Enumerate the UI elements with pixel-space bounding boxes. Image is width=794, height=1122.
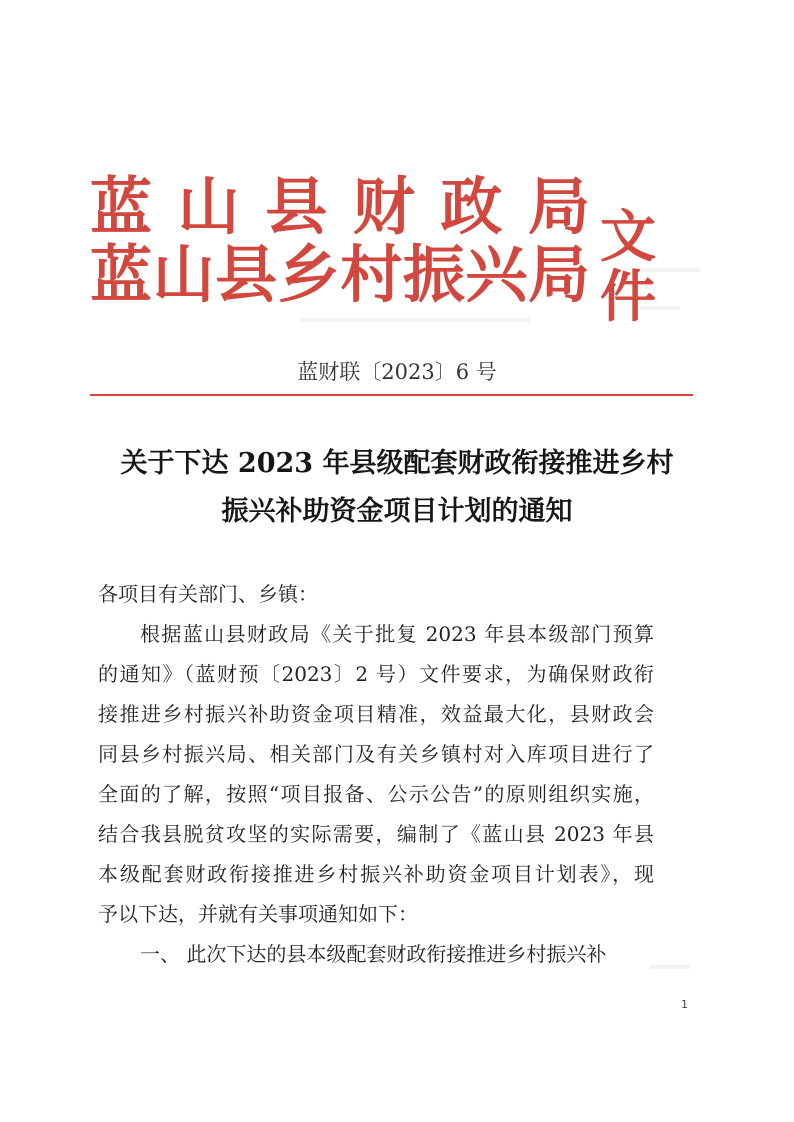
red-divider bbox=[90, 394, 693, 396]
salutation: 各项目有关部门、乡镇： bbox=[98, 582, 318, 606]
title-line-1: 关于下达 2023 年县级配套财政衔接推进乡村 bbox=[120, 448, 674, 479]
body-line: 同县乡村振兴局、相关部门及有关乡镇村对入库项目进行了 bbox=[98, 742, 654, 766]
body-line: 全面的了解，按照“项目报备、公示公告”的原则组织实施， bbox=[98, 782, 654, 806]
document-number: 蓝财联〔2023〕6 号 bbox=[297, 360, 497, 384]
scan-artifact bbox=[650, 965, 690, 969]
title-line-2: 振兴补助资金项目计划的通知 bbox=[221, 496, 573, 527]
document-title bbox=[0, 440, 794, 536]
org-name-rural-revitalization-bureau: 蓝 山 县 乡 村 振 兴 局 bbox=[90, 238, 590, 311]
org-name-finance-bureau: 蓝 山 县 财 政 局 bbox=[90, 170, 590, 243]
body-line: 的通知》（蓝财预〔2023〕2 号）文件要求，为确保财政衔 bbox=[98, 662, 654, 686]
body-line: 本级配套财政衔接推进乡村振兴补助资金项目计划表》，现 bbox=[98, 862, 654, 886]
body-line: 一、 此次下达的县本级配套财政衔接推进乡村振兴补 bbox=[140, 942, 607, 966]
body-line: 予以下达，并就有关事项通知如下： bbox=[98, 902, 418, 926]
page-number: 1 bbox=[681, 998, 688, 1011]
doc-type-label: 文件 bbox=[600, 205, 656, 330]
document-body bbox=[98, 574, 654, 974]
body-line: 结合我县脱贫攻坚的实际需要，编制了《蓝山县 2023 年县 bbox=[98, 822, 654, 846]
document-header bbox=[90, 170, 710, 330]
body-line: 根据蓝山县财政局《关于批复 2023 年县本级部门预算 bbox=[140, 622, 654, 646]
body-line: 接推进乡村振兴补助资金项目精准，效益最大化，县财政会 bbox=[98, 702, 654, 726]
